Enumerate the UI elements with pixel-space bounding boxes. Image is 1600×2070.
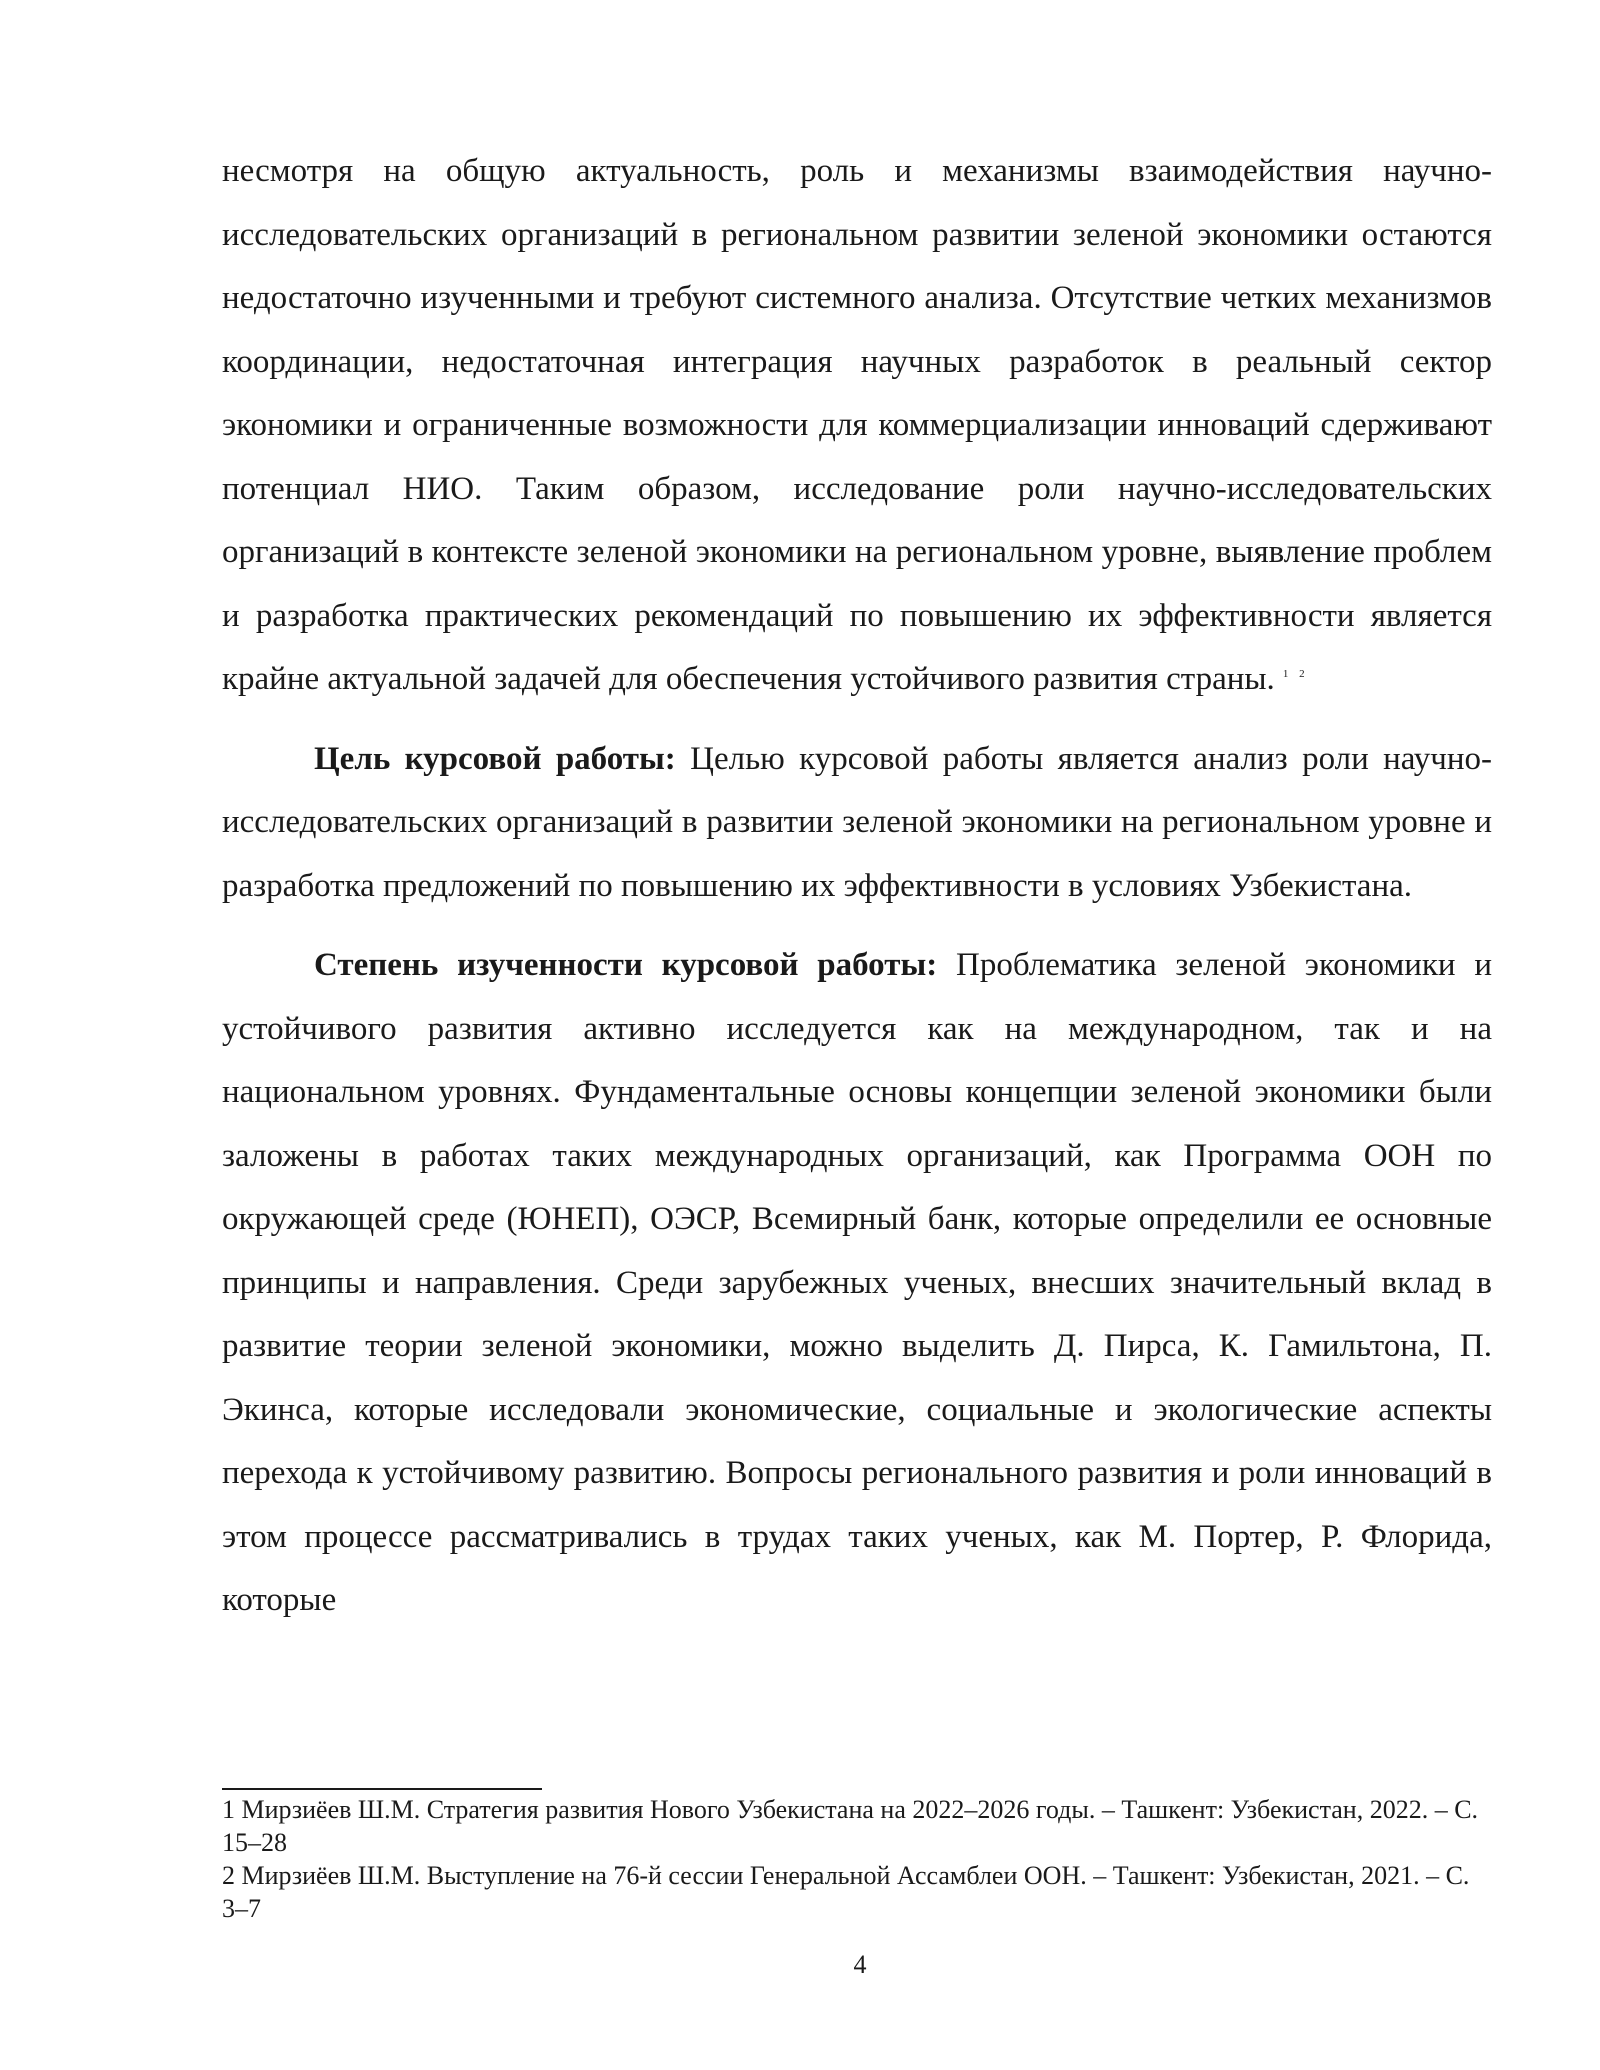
paragraph-goal	[222, 728, 1492, 919]
footnote-references: 1 2	[1282, 668, 1309, 680]
footnote-separator	[222, 1788, 542, 1790]
footnotes	[222, 1793, 1492, 1925]
research-degree-heading: Степень изученности курсовой работы:	[314, 947, 938, 983]
paragraph-research-degree	[222, 934, 1492, 1633]
page-number: 4	[853, 1950, 867, 1979]
document-body	[222, 140, 1492, 1633]
goal-text: Целью курсовой работы является анализ роли научно-исследовательских организаций в развитии зеленой экономики на региональном уровне и разработка предложений по повышению их эффективности в условиях Узбекистана.	[222, 740, 1492, 904]
paragraph-intro-text: несмотря на общую актуальность, роль и механизмы взаимодействия научно-исследовательских организаций в региональном развитии зеленой экономики остаются недостаточно изученными и требуют системного анализа. Отсутствие четких механизмов координации, недостаточная интеграция научных разработок в реальный сектор экономики и ограниченные возможности для коммерциализации инноваций сдерживают потенциал НИО. Таким образом, исследование роли научно-исследовательских организаций в контексте зеленой экономики на региональном уровне, выявление проблем и разработка практических рекомендаций по повышению их эффективности является крайне актуальной задачей для обеспечения устойчивого развития страны.	[222, 153, 1492, 697]
goal-heading: Цель курсовой работы:	[314, 740, 676, 777]
research-degree-text: Проблематика зеленой экономики и устойчивого развития активно исследуется как на международном, так и на национальном уровнях. Фундаментальные основы концепции зеленой экономики были заложены в работах таких международных организаций, как Программа ООН по окружающей среде (ЮНЕП), ОЭСР, Всемирный банк, которые определили ее основные принципы и направления. Среди зарубежных ученых, внесших значительный вклад в развитие теории зеленой экономики, можно выделить Д. Пирса, К. Гамильтона, П. Экинса, которые исследовали экономические, социальные и экологические аспекты перехода к устойчивому развитию. Вопросы регионального развития и роли инноваций в этом процессе рассматривались в трудах таких ученых, как М. Портер, Р. Флорида, которые	[222, 947, 1493, 1618]
footnote-1: 1 Мирзиёев Ш.М. Стратегия развития Нового Узбекистана на 2022–2026 годы. – Ташкент: Узбекистан, 2022. – С. 15–28	[222, 1795, 1479, 1857]
footnote-2: 2 Мирзиёев Ш.М. Выступление на 76-й сессии Генеральной Ассамблеи ООН. – Ташкент: Узбекистан, 2021. – С. 3–7	[222, 1861, 1470, 1923]
paragraph-intro	[222, 140, 1492, 712]
